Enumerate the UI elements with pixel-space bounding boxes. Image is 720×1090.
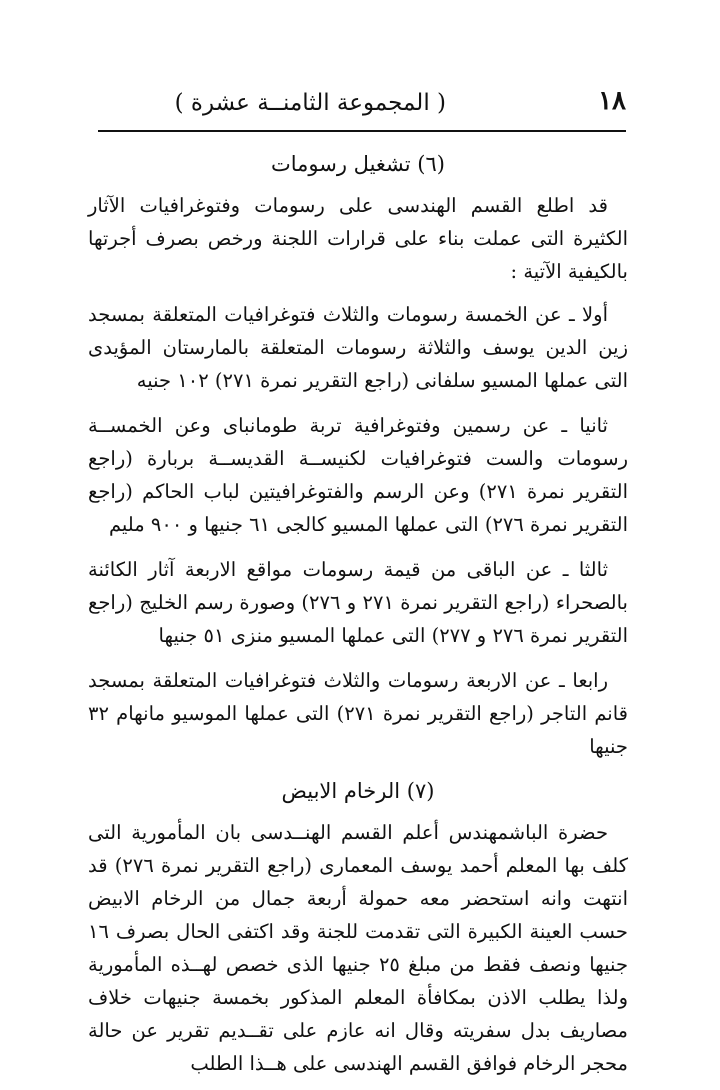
payment-item-fourth: رابعا ـ عن الاربعة رسومات والثلاث فتوغرافيات المتعلقة بمسجد قانم التاجر (راجع التقرير نمرة ٢٧١) التى عملها الموسيو مانهام ٣٢ جنيها bbox=[88, 669, 628, 758]
payment-item-second: ثانيا ـ عن رسمين وفتوغرافية تربة طومانباى وعن الخمســة رسومات والست فتوغرافيات لكنيســة القديســة بربارة (راجع التقرير نمرة ٢٧١) وعن الرسم والفتوغرافيتين لباب الحاكم (راجع التقرير نمرة ٢٧٦) التى عملها المسيو كالجى ٦١ جنيها و ٩٠٠ مليم bbox=[88, 414, 628, 536]
page-content bbox=[88, 148, 628, 1090]
page-number: ١٨ bbox=[598, 86, 626, 116]
section-heading-drawings: (٦) تشغيل رسومات bbox=[271, 152, 445, 176]
payment-item-third: ثالثا ـ عن الباقى من قيمة رسومات مواقع الاربعة آثار الكائنة بالصحراء (راجع التقرير نمرة ٢٧١ و ٢٧٦) وصورة رسم الخليج (راجع التقرير نمرة ٢٧٦ و ٢٧٧) التى عملها المسيو منزى ٥١ جنيها bbox=[88, 558, 628, 647]
section-heading-white-marble: (٧) الرخام الابيض bbox=[281, 779, 435, 803]
payment-item-first: أولا ـ عن الخمسة رسومات والثلاث فتوغرافيات المتعلقة بمسجد زين الدين يوسف والثلاثة رسومات المتعلقة بالمارستان المؤيدى التى عملها المسيو سلفانى (راجع التقرير نمرة ٢٧١) ١٠٢ جنيه bbox=[88, 303, 628, 392]
running-title: ( المجموعة الثامنــة عشرة ) bbox=[174, 90, 446, 116]
section-intro: قد اطلع القسم الهندسى على رسومات وفتوغرافيات الآثار الكثيرة التى عملت بناء على قرارات اللجنة ورخص بصرف أجرتها بالكيفية الآتية : bbox=[88, 194, 628, 283]
marble-paragraph: حضرة الباشمهندس أعلم القسم الهنــدسى بان المأمورية التى كلف بها المعلم أحمد يوسف المعمارى (راجع التقرير نمرة ٢٧٦) قد انتهت وانه استحضر معه حمولة أربعة جمال من الرخام الابيض حسب العينة الكبيرة التى تقدمت للجنة وقد اكتفى الحال بصرف ١٦ جنيها ونصف فقط من مبلغ ٢٥ جنيها الذى خصص لهــذه المأمورية ولذا يطلب الاذن بمكافأة المعلم المذكور بخمسة جنيهات خلاف مصاريف بدل سفريته وقال انه عازم على تقــديم تقرير عن حالة محجر الرخام فوافق القسم الهندسى على هــذا الطلب bbox=[88, 821, 628, 1075]
page-header bbox=[98, 86, 626, 132]
